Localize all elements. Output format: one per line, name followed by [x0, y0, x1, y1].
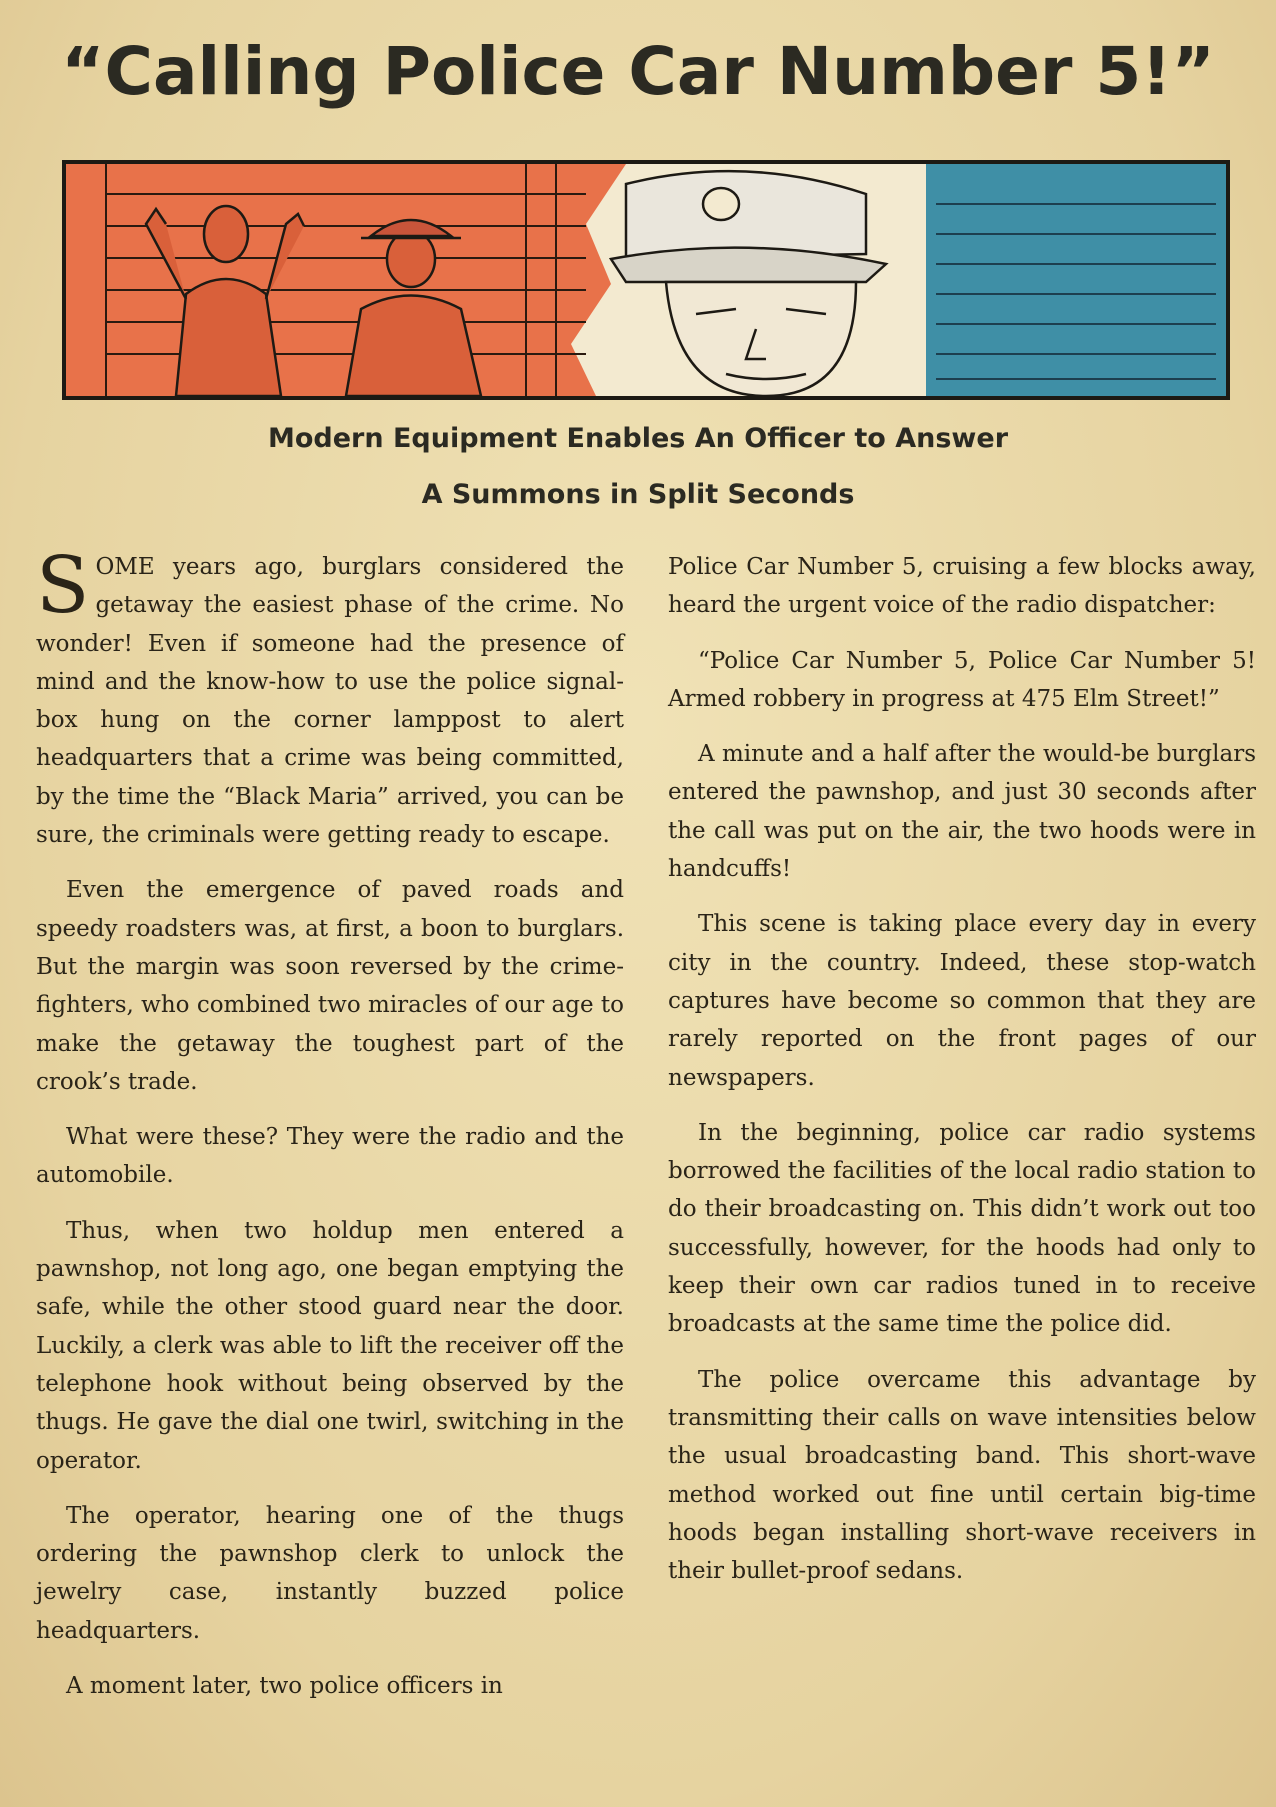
- blue-sky-region: [926, 164, 1226, 396]
- paragraph: Police Car Number 5, cruising a few blocks away, heard the urgent voice of the radio dispatcher:: [668, 554, 1256, 619]
- paragraph: A moment later, two police officers in: [66, 1673, 503, 1700]
- paragraph: [36, 541, 624, 854]
- paragraph: The police overcame this advantage by transmitting their calls on wave intensities below the usual broadcasting band. This short-wave method worked out fine until certain big-time hoods began installing short-wave receivers in their bullet-proof sedans.: [668, 1366, 1256, 1585]
- orange-wall-region: [66, 164, 626, 396]
- article-column-right: [668, 548, 1256, 1607]
- police-illustration: [66, 164, 1226, 396]
- paragraph: In the beginning, police car radio systems borrowed the facilities of the local radio station to do their broadcasting on. This didn’t work out too successfully, however, for the hoods had only to keep their own car radios tuned in to receive broadcasts at the same time the police did.: [668, 1119, 1256, 1338]
- paragraph: The operator, hearing one of the thugs ordering the pawnshop clerk to unlock the jewelry case, instantly buzzed police headquarters.: [36, 1502, 624, 1644]
- page-title: “Calling Police Car Number 5!”: [61, 33, 1215, 110]
- paragraph: Thus, when two holdup men entered a pawnshop, not long ago, one began emptying the safe, while the other stood guard near the door. Luckily, a clerk was able to lift the receiver off the telephone hook without being observed by the thugs. He gave the dial one twirl, switching in the operator.: [36, 1217, 624, 1474]
- subtitle-line-1: Modern Equipment Enables An Officer to Answer: [267, 423, 1009, 454]
- subtitle-line-2: A Summons in Split Seconds: [421, 479, 855, 510]
- paragraph: What were these? They were the radio and the automobile.: [36, 1124, 624, 1189]
- paragraph: “Police Car Number 5, Police Car Number 5! Armed robbery in progress at 475 Elm Street!”: [668, 647, 1256, 712]
- paragraph-text: OME years ago, burglars considered the getaway the easiest phase of the crime. No wonder! Even if someone had the presence of mind and the know-how to use the police signal-box hung on the corner lamppost to alert headquarters that a crime was being committed, by the time the “Black Maria” arrived, you can be sure, the criminals were getting ready to escape.: [36, 554, 624, 849]
- paragraph: This scene is taking place every day in every city in the country. Indeed, these stop-watch captures have become so common that they are rarely reported on the front pages of our newspapers.: [668, 911, 1256, 1091]
- paragraph: Even the emergence of paved roads and speedy roadsters was, at first, a boon to burglars. But the margin was soon reversed by the crime-fighters, who combined two miracles of our age to make the getaway the toughest part of the crook’s trade.: [36, 877, 624, 1095]
- paragraph: A minute and a half after the would-be burglars entered the pawnshop, and just 30 seconds after the call was put on the air, the two hoods were in handcuffs!: [668, 741, 1256, 883]
- drop-cap: S: [36, 541, 90, 631]
- article-column-left: [36, 541, 624, 1722]
- illustration-panel: [62, 160, 1230, 400]
